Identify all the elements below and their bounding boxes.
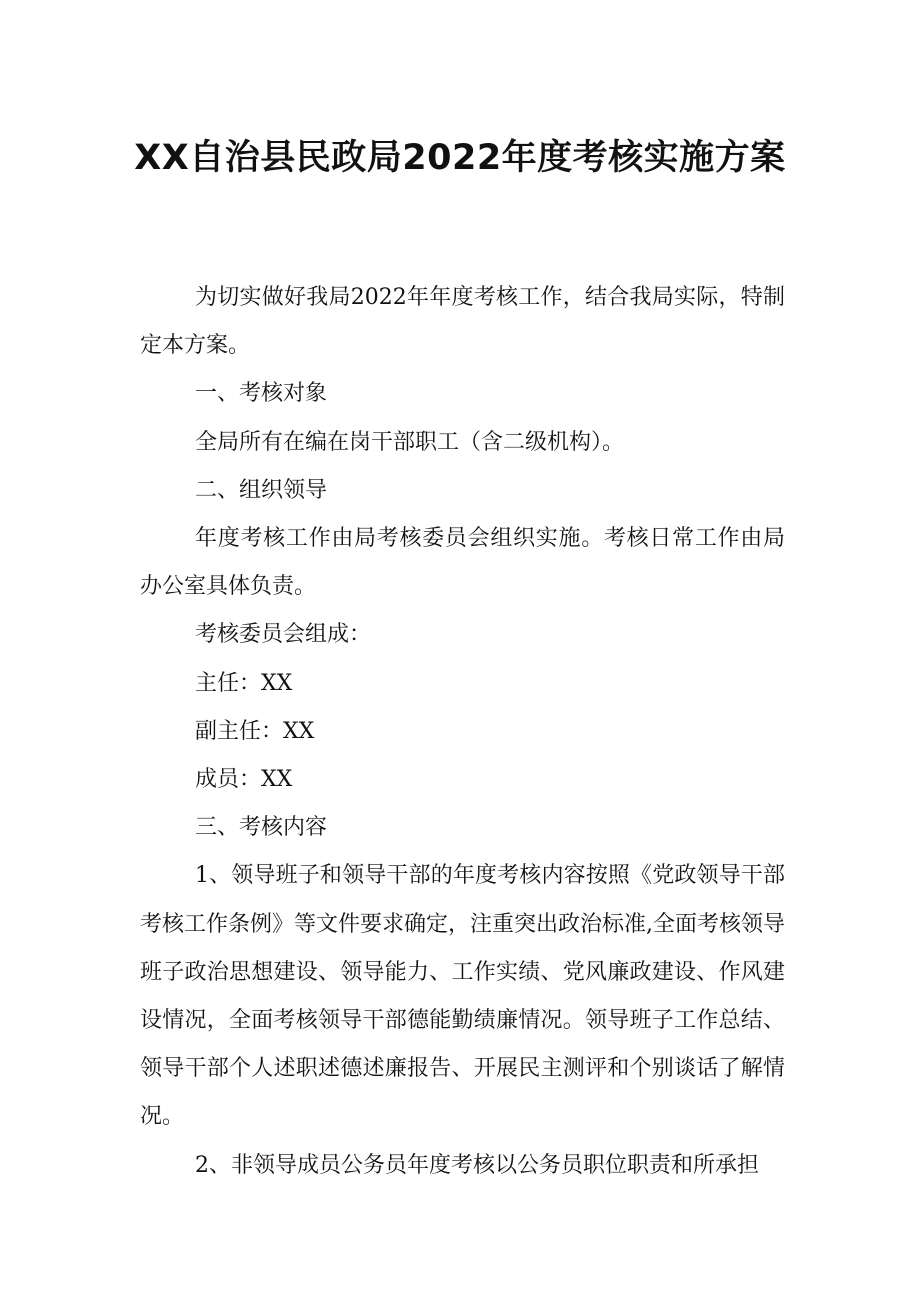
assessment-target-paragraph: 全局所有在编在岗干部职工（含二级机构）。 <box>195 429 625 455</box>
document-title: XX自治县民政局2022年度考核实施方案 <box>134 138 786 178</box>
committee-members: 成员：XX <box>195 767 293 793</box>
committee-deputy-director: 副主任：XX <box>195 718 315 744</box>
document-body <box>140 274 785 1190</box>
section-heading-3: 三、考核内容 <box>195 815 328 841</box>
section-heading-2: 二、组织领导 <box>195 477 328 503</box>
committee-director: 主任：XX <box>195 670 293 696</box>
organization-paragraph: 年度考核工作由局考核委员会组织实施。考核日常工作由局办公室具体负责。 <box>140 526 785 600</box>
section-heading-1: 一、考核对象 <box>195 381 328 407</box>
content-item-2: 2、非领导成员公务员年度考核以公务员职位职责和所承担 <box>195 1152 759 1178</box>
intro-paragraph: 为切实做好我局2022年年度考核工作，结合我局实际，特制定本方案。 <box>140 285 785 359</box>
committee-composition-label: 考核委员会组成： <box>195 622 372 648</box>
content-item-1: 1、领导班子和领导干部的年度考核内容按照《党政领导干部考核工作条例》等文件要求确定，注重突出政治标准,全面考核领导班子政治思想建设、领导能力、工作实绩、党风廉政建设、作风建设情况，全面考核领导干部德能勤绩廉情况。领导班子工作总结、领导干部个人述职述德述廉报告、开展民主测评和个别谈话了解情况。 <box>140 863 785 1130</box>
